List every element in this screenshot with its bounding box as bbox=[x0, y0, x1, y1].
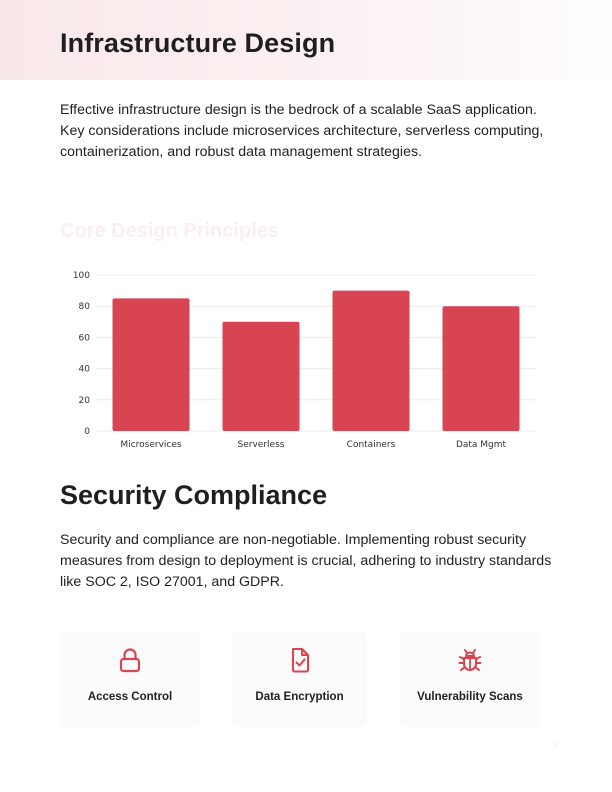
section-title-security: Security Compliance bbox=[60, 480, 328, 510]
bar-serverless bbox=[223, 322, 300, 431]
x-tick-label: Data Mgmt bbox=[455, 440, 507, 450]
lock-icon bbox=[116, 646, 144, 674]
security-cards bbox=[60, 632, 540, 727]
section-title-infrastructure: Infrastructure Design bbox=[60, 28, 336, 58]
y-tick-label: 40 bbox=[78, 364, 90, 375]
card-label: Data Encryption bbox=[255, 691, 344, 703]
bar-chart-svg bbox=[60, 265, 550, 460]
x-tick-label: Microservices bbox=[120, 440, 182, 450]
bug-icon bbox=[456, 646, 484, 674]
page-number: 3 bbox=[552, 740, 558, 751]
chart-subheading: Core Design Principles bbox=[60, 220, 279, 242]
bar-data-mgmt bbox=[443, 306, 520, 431]
bar-microservices bbox=[113, 298, 190, 431]
y-tick-label: 0 bbox=[84, 427, 90, 437]
x-tick-label: Containers bbox=[346, 440, 396, 450]
y-tick-label: 20 bbox=[78, 395, 90, 406]
card-vulnerability-scans bbox=[400, 632, 540, 727]
y-tick-label: 80 bbox=[78, 302, 90, 313]
card-label: Access Control bbox=[87, 691, 173, 703]
bar-containers bbox=[333, 291, 410, 431]
y-tick-label: 60 bbox=[78, 333, 90, 344]
infrastructure-paragraph: Effective infrastructure design is the bedrock of a scalable SaaS application. Key considerations include microservices architecture, serverless computing, containerization, and robust data management strategies. bbox=[60, 102, 544, 160]
y-tick-label: 100 bbox=[72, 271, 90, 281]
bar-chart bbox=[60, 265, 550, 460]
file-check-icon bbox=[286, 646, 314, 674]
card-access-control bbox=[60, 632, 200, 727]
card-label: Vulnerability Scans bbox=[417, 691, 523, 703]
x-tick-label: Serverless bbox=[237, 440, 285, 450]
card-data-encryption bbox=[232, 632, 367, 727]
security-paragraph: Security and compliance are non-negotiable. Implementing robust security measures from design to deployment is crucial, adhering to industry standards like SOC 2, ISO 27001, and GDPR. bbox=[60, 532, 552, 590]
